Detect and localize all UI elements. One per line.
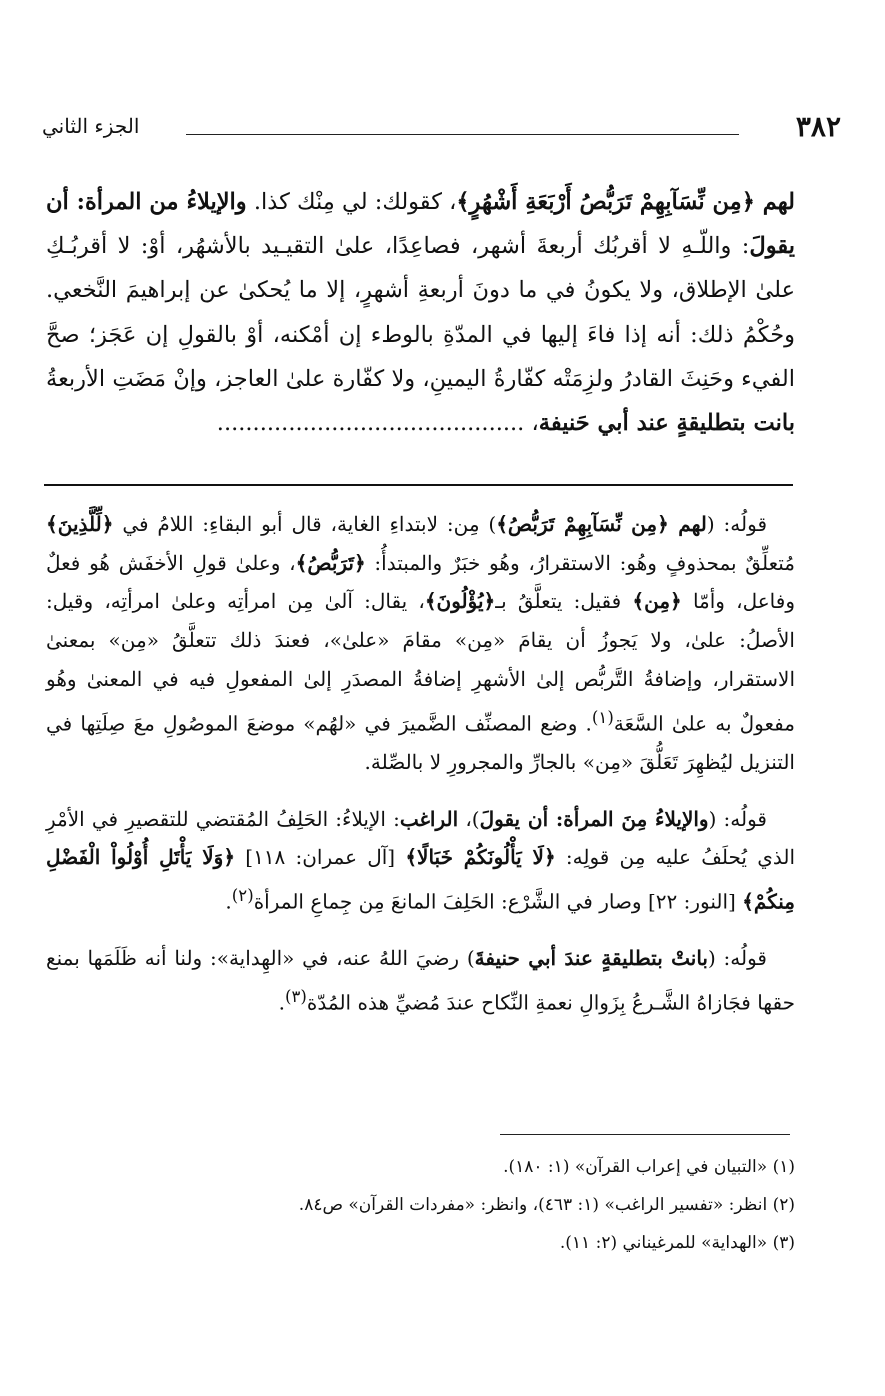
commentary-text: قولُه: (: [708, 806, 767, 831]
main-text-segment: : واللّـهِ لا أقربُك أربعةَ أشهر، فصاعِدًا، علىٰ التقيـيد بالأشهُر، أوْ: لا أقربُـكِ علىٰ الإطلاق، ولا يكونُ في ما دونَ أربعةِ أشهرٍ، إلا ما يُحكىٰ عن إبراهيمَ النَّخعي. وحُكْمُ ذلك: أنه إذا فاءَ إليها في المدّةِ بالوطء إن أمْكنه، أوْ بالقولِ إن عَجَز؛ صحَّ الفيء وحَنِثَ القادرُ ولزِمَتْه كفّارةُ اليمينِ، ولا كفّارة علىٰ العاجز، وإنْ مَضَتِ الأربعةُ: [46, 233, 795, 392]
footnote-ref: (٣): [284, 987, 307, 1007]
footnotes: [46, 1148, 795, 1262]
commentary-paragraph: [46, 800, 795, 922]
commentary-paragraph: [46, 505, 795, 782]
commentary-text: قولُه: (: [707, 946, 767, 971]
header-rule: [186, 134, 739, 135]
commentary-text: .: [225, 889, 232, 914]
commentary-text: مُتعلِّقٌ بمحذوفٍ وهُو: الاستقرارُ، وهُو خبَرٌ والمبتدأُ:: [365, 550, 795, 575]
commentary-text: قولُه: (: [706, 512, 768, 536]
page-header: [36, 108, 849, 148]
commentary-text: [آل عمران: ١١٨]: [235, 845, 406, 870]
quran-quote: ﴿مِن﴾: [632, 589, 682, 614]
commentary-lemma: لهم ﴿مِن نِّسَآبِهِمْ تَرَبُّصُ﴾: [496, 512, 707, 536]
commentary-paragraph: [46, 939, 795, 1022]
commentary-text: . وضع المصنِّف الضَّميرَ في «لهُم» موضعَ الموصُولِ معَ صِلَتِها في التنزيل ليُظهِرَ تَعَلُّقَ «مِن» بالجارِّ والمجرورِ لا بالصِّلة.: [46, 711, 795, 774]
commentary-text: ) مِن: لابتداءِ الغاية، قال أبو البقاءِ: اللامُ في: [113, 512, 497, 536]
quran-quote: ﴿تَرَبُّصُ﴾: [295, 550, 366, 575]
footnote: (٢) انظر: «تفسير الراغب» (١: ٤٦٣)، وانظر: «مفردات القرآن» ص٨٤.: [298, 1195, 795, 1215]
commentary-text: فقيل: يتعلَّقُ بـ: [495, 589, 633, 614]
commentary-text: ، وعلىٰ قولِ الأخفَش هُو فعلٌ وفاعل، وأمّا: [46, 550, 795, 614]
commentary-text: .: [278, 990, 285, 1015]
footnote: (١) «التبيان في إعراب القرآن» (١: ١٨٠).: [503, 1157, 795, 1177]
footnote: (٣) «الهداية» للمرغيناني (٢: ١١).: [559, 1233, 795, 1253]
main-bold-phrase: بانت بتطليقةٍ عند أبي حَنيفة: [538, 410, 795, 437]
main-bold-phrase: والإيلاءُ من المرأة: أن يقولَ: [46, 189, 795, 260]
commentary-text: : الإيلاءُ: الحَلِفُ المُقتضي للتقصيرِ في الأمْرِ الذي يُحلَفُ عليه مِن قولِه:: [46, 806, 795, 870]
quran-quote: ﴿يُؤْلُونَ﴾: [424, 589, 496, 614]
commentary-text: )،: [458, 806, 480, 831]
commentary: [46, 505, 795, 1040]
footnote-ref: (١): [591, 707, 614, 727]
text-separator: [44, 484, 793, 486]
main-lead: لهم: [754, 189, 795, 215]
page-number: ٣٨٢: [795, 110, 841, 143]
main-text-segment: ، ...........................................: [216, 410, 539, 437]
main-text-segment: ، كقولك: لي مِنْك كذا.: [246, 189, 457, 215]
quran-quote: ﴿لَا يَأْلُونَكُمْ خَبَالًا﴾: [405, 845, 556, 870]
quran-quote: ﴿لِّلَّذِينَ﴾: [46, 512, 114, 536]
quran-quote: ﴿وَلَا يَأْتَلِ أُوْلُواْ الْفَضْلِ مِنكُمْ﴾: [46, 845, 795, 914]
commentary-text: ) رضيَ اللهُ عنه، في «الهِداية»: ولنا أنه ظَلَمَها بمنع حقها فجَازاهُ الشَّـرعُ بِزَوالِ نعمةِ النِّكاح عندَ مُضيِّ هذه المُدّة: [46, 946, 795, 1015]
quran-quote: ﴿مِن نِّسَآبِهِمْ تَرَبُّصُ أَرْبَعَةِ أَشْهُرٍ﴾: [456, 189, 755, 215]
footnote-rule: [500, 1134, 790, 1135]
part-title: الجزء الثاني: [42, 114, 140, 138]
commentary-text: ، يقال: آلىٰ مِن امرأتِه وعلىٰ امرأتِه، وقيل: الأصلُ: علىٰ، ولا يَجوزُ أن يقامَ «مِن» مقامَ «علىٰ»، فعندَ ذلك تتعلَّقُ «مِن» بمعنىٰ الاستقرار، وإضافةُ التَّربُّص إلىٰ الأشهرِ إضافةُ المصدَرِ إلىٰ المفعولِ فيه في المعنىٰ وهُو مفعولٌ به علىٰ السَّعَة: [46, 589, 795, 736]
cited-author: الراغب: [399, 806, 459, 831]
commentary-lemma: بانتْ بتطليقةٍ عندَ أبي حنيفةَ: [474, 946, 708, 971]
footnote-ref: (٢): [231, 885, 254, 905]
main-text: [46, 180, 795, 445]
commentary-lemma: والإيلاءُ مِنَ المرأة: أن يقولَ: [479, 806, 709, 831]
commentary-text: [النور: ٢٢] وصار في الشَّرْع: الحَلِفَ المانعَ مِن جِماعِ المرأة: [253, 889, 743, 914]
